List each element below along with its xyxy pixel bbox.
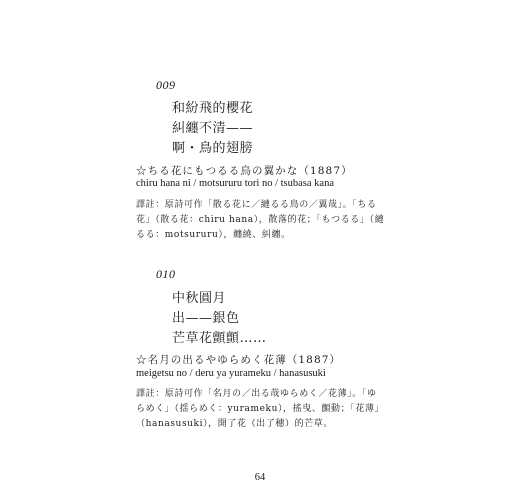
poem-number: 009 [156, 78, 176, 92]
poem-line: 中秋圓月 [172, 291, 227, 306]
romaji-reading: chiru hana ni / motsururu tori no / tsubasa kana [136, 178, 334, 189]
original-haiku: ☆名月の出るやゆらめく花薄（1887） [136, 354, 342, 366]
poem-line: 芒草花顫顫…… [172, 331, 267, 346]
poem-line: 和紛飛的櫻花 [172, 101, 254, 116]
translator-note: 譯註：原詩可作「散る花に／縺るる鳥の／翼哉」。「ちる花」（散る花：chiru hana），散落的花；「もつるる」（縺るる：motsururu），纏繞、糾纏。 [136, 200, 385, 240]
poem-line: 糾纏不清—— [172, 121, 254, 136]
poem-number: 010 [156, 267, 176, 281]
original-haiku: ☆ちる花にもつるる鳥の翼かな（1887） [136, 165, 353, 177]
translator-note: 譯註：原詩可作「名月の／出る哉ゆらめく／花薄」。「ゆらめく」（揺らめく：yurameku），搖曳、顫動；「花薄」（hanasusuki），開了花（出了穗）的芒草。 [136, 389, 385, 429]
romaji-reading: meigetsu no / deru ya yurameku / hanasusuki [136, 368, 326, 379]
poem-line: 出——銀色 [172, 311, 240, 326]
page-number: 64 [254, 472, 266, 483]
poem-line: 啊・鳥的翅膀 [172, 141, 254, 156]
